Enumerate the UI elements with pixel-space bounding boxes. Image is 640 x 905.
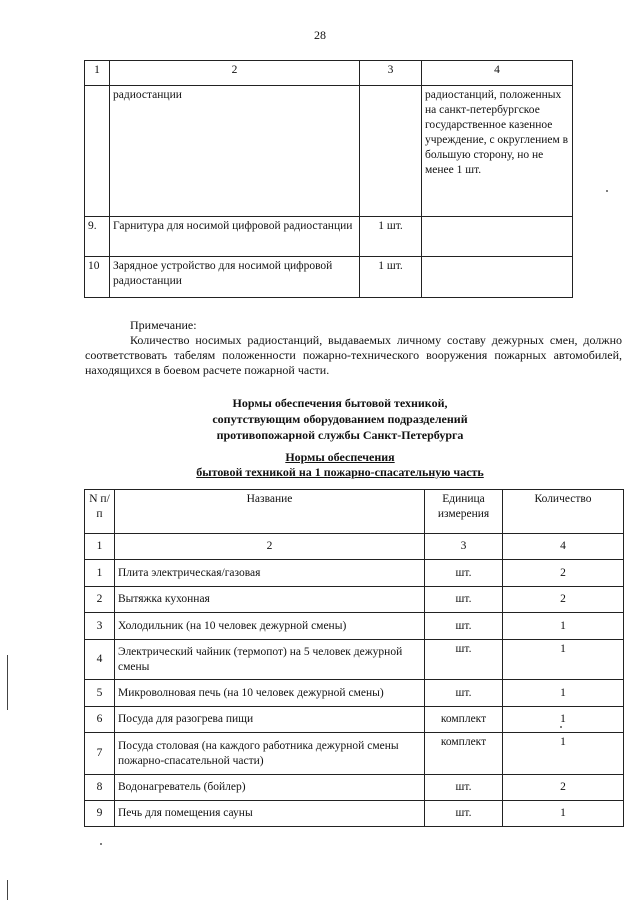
item-name: радиостанции [110, 86, 360, 217]
item-quantity: 2 [503, 560, 624, 587]
table-header-row [85, 61, 573, 86]
header-cell: 1 [85, 61, 110, 86]
row-number: 3 [85, 613, 115, 640]
appliances-table [84, 489, 624, 827]
item-quantity [360, 86, 422, 217]
item-unit: шт. [425, 640, 503, 680]
note-title: Примечание: [130, 318, 197, 332]
scan-margin-mark [7, 655, 8, 710]
item-name: Гарнитура для носимой цифровой радиостанции [110, 217, 360, 257]
item-quantity: 1 [503, 733, 624, 775]
header-cell: 3 [360, 61, 422, 86]
table-row [85, 640, 624, 680]
table-row [85, 613, 624, 640]
item-unit: комплект [425, 733, 503, 775]
header-qty: Количество [503, 490, 624, 534]
index-cell: 4 [503, 534, 624, 560]
table-index-row [85, 534, 624, 560]
item-unit: комплект [425, 707, 503, 733]
scan-speck [606, 190, 608, 192]
table-row [85, 801, 624, 827]
item-quantity: 1 [503, 613, 624, 640]
scan-speck [100, 843, 102, 845]
item-unit: шт. [425, 560, 503, 587]
section-heading-line: Нормы обеспечения бытовой техникой, [232, 396, 448, 410]
item-name: Печь для помещения сауны [115, 801, 425, 827]
row-number: 2 [85, 587, 115, 613]
row-number: 9. [85, 217, 110, 257]
item-quantity: 1 шт. [360, 217, 422, 257]
index-cell: 2 [115, 534, 425, 560]
subsection-heading-line: бытовой техникой на 1 пожарно-спасательную часть [196, 465, 484, 479]
item-quantity: 2 [503, 587, 624, 613]
item-quantity: 1 шт. [360, 257, 422, 298]
row-number: 1 [85, 560, 115, 587]
header-cell: 4 [422, 61, 573, 86]
item-unit: шт. [425, 680, 503, 707]
item-name: Электрический чайник (термопот) на 5 человек дежурной смены [115, 640, 425, 680]
table-row [85, 707, 624, 733]
table-header-row [85, 490, 624, 534]
table-row [85, 257, 573, 298]
row-number: 7 [85, 733, 115, 775]
equipment-table-continued [84, 60, 573, 298]
row-number [85, 86, 110, 217]
section-heading-line: противопожарной службы Санкт-Петербурга [216, 428, 464, 442]
item-name: Холодильник (на 10 человек дежурной смены) [115, 613, 425, 640]
item-name: Зарядное устройство для носимой цифровой радиостанции [110, 257, 360, 298]
item-name: Плита электрическая/газовая [115, 560, 425, 587]
row-number: 9 [85, 801, 115, 827]
item-quantity: 2 [503, 775, 624, 801]
item-note [422, 257, 573, 298]
table-row [85, 587, 624, 613]
subsection-heading-line: Нормы обеспечения [285, 450, 395, 464]
item-quantity: 1 [503, 640, 624, 680]
header-cell: 2 [110, 61, 360, 86]
row-number: 6 [85, 707, 115, 733]
row-number: 4 [85, 640, 115, 680]
table-row [85, 775, 624, 801]
header-num: N п/п [85, 490, 115, 534]
scan-margin-mark [7, 880, 8, 900]
item-name: Водонагреватель (бойлер) [115, 775, 425, 801]
table-row [85, 560, 624, 587]
table-row [85, 86, 573, 217]
row-number: 8 [85, 775, 115, 801]
table-row [85, 733, 624, 775]
header-name: Название [115, 490, 425, 534]
header-unit: Единица измерения [425, 490, 503, 534]
item-unit: шт. [425, 587, 503, 613]
item-name: Вытяжка кухонная [115, 587, 425, 613]
item-unit: шт. [425, 613, 503, 640]
item-name: Микроволновая печь (на 10 человек дежурной смены) [115, 680, 425, 707]
item-note: радиостанций, положенных на санкт-петербургское государственное казенное учреждение, с округлением в большую сторону, но не менее 1 шт. [422, 86, 573, 217]
item-quantity: 1 [503, 680, 624, 707]
index-cell: 1 [85, 534, 115, 560]
section-heading-line: сопутствующим оборудованием подразделений [212, 412, 468, 426]
item-name: Посуда столовая (на каждого работника дежурной смены пожарно-спасательной части) [115, 733, 425, 775]
scan-speck [560, 726, 562, 728]
table-row [85, 680, 624, 707]
row-number: 10 [85, 257, 110, 298]
item-note [422, 217, 573, 257]
item-unit: шт. [425, 801, 503, 827]
item-name: Посуда для разогрева пищи [115, 707, 425, 733]
item-quantity: 1 [503, 707, 624, 733]
row-number: 5 [85, 680, 115, 707]
note-text: Количество носимых радиостанций, выдаваемых личному составу дежурных смен, должно соответствовать табелям положенности пожарно-технического вооружения пожарных автомобилей, находящихся в боевом расчете пожарной части. [85, 333, 622, 377]
item-quantity: 1 [503, 801, 624, 827]
item-unit: шт. [425, 775, 503, 801]
table-row [85, 217, 573, 257]
index-cell: 3 [425, 534, 503, 560]
page-number: 28 [314, 28, 326, 42]
